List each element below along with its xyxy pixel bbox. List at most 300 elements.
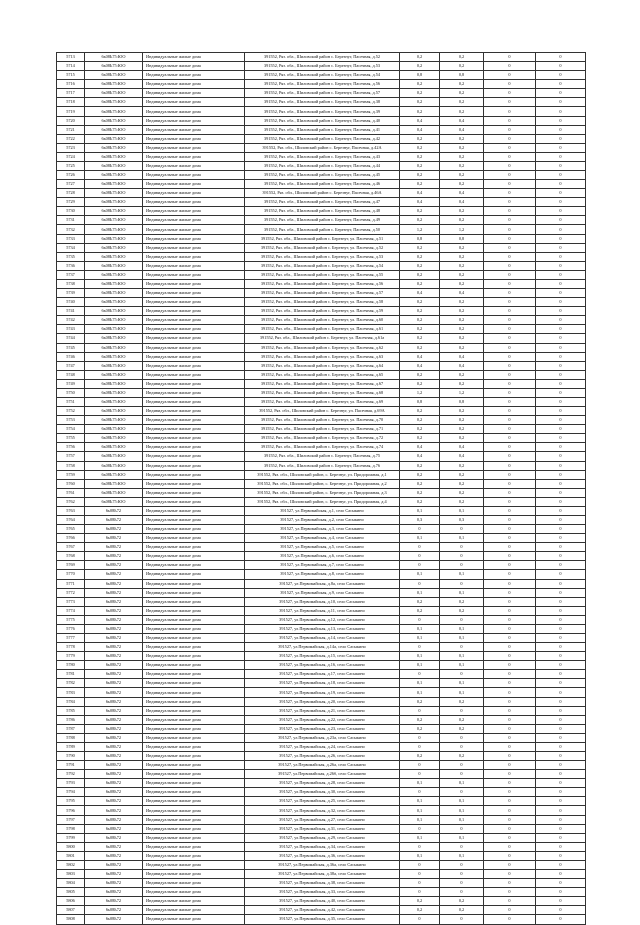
cell-value-2: 0,4 — [440, 452, 484, 461]
cell-address: 391552, Ряз. обл., Шиловский район с. Березнуг, Пасечная, д.43 — [245, 152, 400, 161]
cell-row-number: 5754 — [57, 425, 85, 434]
cell-address: 391552, Ряз. обл., Шиловский район с. Березнуг, ул. Пасечная, д.61 — [245, 325, 400, 334]
cell-cadastral-code: 6ь08Ь75:ЮО — [85, 352, 143, 361]
cell-cadastral-code: 6ь08Ь72 — [85, 606, 143, 615]
cell-address: 391552, Ряз. обл., Шиловский район с. Березнуг, ул. Пасечная, д.69 — [245, 397, 400, 406]
cell-object-type: Индивидуальные жилые дома — [143, 670, 245, 679]
table-row — [57, 198, 586, 207]
cell-address: 391527, ул.Первомайская, д.10, село Сасыкино — [245, 597, 400, 606]
cell-value-1: 0 — [400, 742, 440, 751]
cell-value-1: 0 — [400, 915, 440, 924]
table-row — [57, 906, 586, 915]
cell-value-1: 0 — [400, 761, 440, 770]
cell-address: 391527, ул.Первомайская, д.20, село Сасыкино — [245, 697, 400, 706]
cell-object-type: Индивидуальные жилые дома — [143, 597, 245, 606]
cell-value-3: 0 — [484, 788, 536, 797]
cell-address: 391552, Ряз. обл., Шиловский район с. Березнуг, ул. Пасечная, д.67 — [245, 379, 400, 388]
table-row — [57, 851, 586, 860]
cell-value-4: 0 — [536, 397, 586, 406]
cell-row-number: 5725 — [57, 161, 85, 170]
cell-value-1: 0,2 — [400, 606, 440, 615]
cell-object-type: Индивидуальные жилые дома — [143, 407, 245, 416]
cell-value-2: 0,1 — [440, 588, 484, 597]
cell-object-type: Индивидуальные жилые дома — [143, 143, 245, 152]
cell-address: 391527, ул.Первомайская, д.33, село Сасыкино — [245, 888, 400, 897]
cell-value-1: 1,2 — [400, 388, 440, 397]
cell-value-1: 0,1 — [400, 779, 440, 788]
cell-value-3: 0 — [484, 161, 536, 170]
table-row — [57, 279, 586, 288]
table-row — [57, 706, 586, 715]
cell-cadastral-code: 6ь08Ь75:ЮО — [85, 434, 143, 443]
cell-value-3: 0 — [484, 434, 536, 443]
cell-value-1: 0,1 — [400, 652, 440, 661]
cell-value-1: 0,2 — [400, 98, 440, 107]
table-row — [57, 543, 586, 552]
cell-cadastral-code: 6ь08Ь75:ЮО — [85, 62, 143, 71]
cell-object-type: Индивидуальные жилые дома — [143, 116, 245, 125]
cell-address: 391527, ул.Первомайская, д.22, село Сасыкино — [245, 715, 400, 724]
cell-value-4: 0 — [536, 906, 586, 915]
cell-object-type: Индивидуальные жилые дома — [143, 706, 245, 715]
cell-object-type: Индивидуальные жилые дома — [143, 552, 245, 561]
table-row — [57, 316, 586, 325]
cell-row-number: 5803 — [57, 870, 85, 879]
table-row — [57, 815, 586, 824]
cell-address: 391527, ул.Первомайская, д.38, село Сасыкино — [245, 879, 400, 888]
cell-address: 391527, ул.Первомайская, д.26а, село Сасыкино — [245, 761, 400, 770]
cell-cadastral-code: 6ь08Ь75:ЮО — [85, 443, 143, 452]
cell-cadastral-code: 6ь08Ь72 — [85, 670, 143, 679]
cell-cadastral-code: 6ь08Ь72 — [85, 588, 143, 597]
cell-value-1: 0 — [400, 879, 440, 888]
cell-value-4: 0 — [536, 252, 586, 261]
cell-value-3: 0 — [484, 670, 536, 679]
cell-value-2: 0,2 — [440, 243, 484, 252]
cell-value-2: 0 — [440, 842, 484, 851]
cell-value-1: 0 — [400, 552, 440, 561]
table-row — [57, 134, 586, 143]
cell-value-1: 0,2 — [400, 316, 440, 325]
cell-row-number: 5742 — [57, 316, 85, 325]
cell-address: 391527, ул.Первомайская, д.21, село Сасыкино — [245, 706, 400, 715]
cell-cadastral-code: 6ь08Ь72 — [85, 543, 143, 552]
cell-value-3: 0 — [484, 497, 536, 506]
cell-address: 391527, ул.Первомайская, д.15, село Сасыкино — [245, 652, 400, 661]
table-row — [57, 534, 586, 543]
cell-value-3: 0 — [484, 461, 536, 470]
cell-value-3: 0 — [484, 234, 536, 243]
cell-value-2: 0,4 — [440, 116, 484, 125]
cell-cadastral-code: 6ь08Ь72 — [85, 515, 143, 524]
cell-value-4: 0 — [536, 316, 586, 325]
cell-value-4: 0 — [536, 370, 586, 379]
table-row — [57, 688, 586, 697]
cell-value-1: 0,1 — [400, 624, 440, 633]
cell-value-4: 0 — [536, 497, 586, 506]
cell-address: 391552, Ряз. обл., Шиловский район с. Березнуг, ул. Пасечная, д.68 — [245, 388, 400, 397]
cell-cadastral-code: 6ь08Ь72 — [85, 652, 143, 661]
cell-value-3: 0 — [484, 851, 536, 860]
cell-value-2: 1,2 — [440, 225, 484, 234]
cell-value-1: 0,2 — [400, 243, 440, 252]
cell-value-3: 0 — [484, 416, 536, 425]
cell-value-4: 0 — [536, 116, 586, 125]
cell-value-2: 0 — [440, 860, 484, 869]
cell-object-type: Индивидуальные жилые дома — [143, 161, 245, 170]
cell-value-2: 0 — [440, 561, 484, 570]
cell-value-3: 0 — [484, 116, 536, 125]
cell-value-2: 0,4 — [440, 289, 484, 298]
table-row — [57, 89, 586, 98]
cell-value-4: 0 — [536, 879, 586, 888]
cell-address: 391527, ул.Первомайская, д.1, село Сасыкино — [245, 506, 400, 515]
cell-value-4: 0 — [536, 752, 586, 761]
cell-value-4: 0 — [536, 53, 586, 62]
cell-value-4: 0 — [536, 570, 586, 579]
cell-row-number: 5738 — [57, 279, 85, 288]
cell-value-2: 0,2 — [440, 461, 484, 470]
cell-row-number: 5769 — [57, 561, 85, 570]
cell-address: 391527, ул.Первомайская, д.5, село Сасыкино — [245, 543, 400, 552]
cell-value-1: 0,2 — [400, 252, 440, 261]
cell-value-3: 0 — [484, 742, 536, 751]
cell-cadastral-code: 6ь08Ь75:ЮО — [85, 461, 143, 470]
cell-value-3: 0 — [484, 652, 536, 661]
cell-value-4: 0 — [536, 71, 586, 80]
cell-value-4: 0 — [536, 688, 586, 697]
cell-value-4: 0 — [536, 742, 586, 751]
cell-cadastral-code: 6ь08Ь72 — [85, 624, 143, 633]
cell-value-2: 0,2 — [440, 207, 484, 216]
cell-row-number: 5735 — [57, 252, 85, 261]
cell-value-2: 0,8 — [440, 397, 484, 406]
cell-row-number: 5743 — [57, 325, 85, 334]
cell-address: 391552, Ряз. обл., Шиловский район с. Березнуг, Пасечная, д.54 — [245, 71, 400, 80]
cell-value-4: 0 — [536, 870, 586, 879]
cell-value-4: 0 — [536, 234, 586, 243]
cell-value-3: 0 — [484, 289, 536, 298]
cell-address: 391527, ул.Первомайская, д.8а, село Сасыкино — [245, 579, 400, 588]
cell-object-type: Индивидуальные жилые дома — [143, 107, 245, 116]
cell-value-4: 0 — [536, 261, 586, 270]
cell-row-number: 5768 — [57, 552, 85, 561]
cell-value-3: 0 — [484, 80, 536, 89]
cell-row-number: 5736 — [57, 261, 85, 270]
table-row — [57, 434, 586, 443]
cell-address: 391527, ул.Первомайская, д.23, село Сасыкино — [245, 724, 400, 733]
cell-value-2: 0,1 — [440, 797, 484, 806]
cell-value-1: 0 — [400, 643, 440, 652]
cell-value-3: 0 — [484, 107, 536, 116]
cell-value-2: 0,2 — [440, 298, 484, 307]
cell-object-type: Индивидуальные жилые дома — [143, 388, 245, 397]
cell-address: 391552, Ряз. обл., Шиловский район с. Березнуг, Пасечная, д.53 — [245, 62, 400, 71]
cell-row-number: 5774 — [57, 606, 85, 615]
cell-value-1: 0,2 — [400, 897, 440, 906]
cell-object-type: Индивидуальные жилые дома — [143, 870, 245, 879]
cell-value-2: 0,2 — [440, 89, 484, 98]
cell-row-number: 5773 — [57, 597, 85, 606]
cell-cadastral-code: 6ь08Ь75:ЮО — [85, 261, 143, 270]
cell-cadastral-code: 6ь08Ь75:ЮО — [85, 53, 143, 62]
cell-cadastral-code: 6ь08Ь75:ЮО — [85, 180, 143, 189]
cell-cadastral-code: 6ь08Ь75:ЮО — [85, 107, 143, 116]
table-row — [57, 171, 586, 180]
cell-value-3: 0 — [484, 897, 536, 906]
cell-value-3: 0 — [484, 715, 536, 724]
cell-value-2: 0,2 — [440, 152, 484, 161]
cell-address: 391552, Ряз. обл., Шиловский район с. Березнуг, Пасечная, д.48 — [245, 207, 400, 216]
cell-value-4: 0 — [536, 289, 586, 298]
cell-address: 391527, ул.Первомайская, д.32, село Сасыкино — [245, 806, 400, 815]
cell-address: 391527, ул.Первомайская, д.13, село Сасыкино — [245, 624, 400, 633]
cell-value-2: 0,2 — [440, 107, 484, 116]
cell-object-type: Индивидуальные жилые дома — [143, 370, 245, 379]
cell-value-1: 0,2 — [400, 161, 440, 170]
cell-address: 391527, ул.Первомайская, д.14а, село Сасыкино — [245, 643, 400, 652]
cell-value-3: 0 — [484, 89, 536, 98]
cell-value-3: 0 — [484, 425, 536, 434]
cell-value-3: 0 — [484, 152, 536, 161]
cell-row-number: 5792 — [57, 770, 85, 779]
cell-value-2: 0,3 — [440, 515, 484, 524]
cell-value-2: 0,1 — [440, 779, 484, 788]
cell-value-3: 0 — [484, 470, 536, 479]
cell-value-2: 0 — [440, 543, 484, 552]
cell-object-type: Индивидуальные жилые дома — [143, 89, 245, 98]
cell-value-2: 0,1 — [440, 570, 484, 579]
cell-value-1: 0,2 — [400, 143, 440, 152]
cell-object-type: Индивидуальные жилые дома — [143, 171, 245, 180]
cell-cadastral-code: 6ь08Ь75:ЮО — [85, 325, 143, 334]
cell-value-1: 0,2 — [400, 107, 440, 116]
cell-value-1: 0,8 — [400, 397, 440, 406]
cell-row-number: 5799 — [57, 833, 85, 842]
table-row — [57, 634, 586, 643]
cell-value-1: 0,4 — [400, 443, 440, 452]
cell-value-4: 0 — [536, 298, 586, 307]
cell-value-4: 0 — [536, 851, 586, 860]
cell-cadastral-code: 6ь08Ь75:ЮО — [85, 397, 143, 406]
cell-row-number: 5721 — [57, 125, 85, 134]
cell-value-1: 0,4 — [400, 289, 440, 298]
cell-value-3: 0 — [484, 352, 536, 361]
cell-row-number: 5751 — [57, 397, 85, 406]
cell-object-type: Индивидуальные жилые дома — [143, 279, 245, 288]
cell-row-number: 5749 — [57, 379, 85, 388]
cell-value-3: 0 — [484, 225, 536, 234]
cell-value-4: 0 — [536, 770, 586, 779]
cell-value-2: 0 — [440, 670, 484, 679]
cell-object-type: Индивидуальные жилые дома — [143, 425, 245, 434]
cell-object-type: Индивидуальные жилые дома — [143, 570, 245, 579]
cell-object-type: Индивидуальные жилые дома — [143, 325, 245, 334]
cell-object-type: Индивидуальные жилые дома — [143, 243, 245, 252]
cell-value-3: 0 — [484, 779, 536, 788]
cell-row-number: 5741 — [57, 307, 85, 316]
cell-object-type: Индивидуальные жилые дома — [143, 488, 245, 497]
cell-value-3: 0 — [484, 334, 536, 343]
cell-row-number: 5805 — [57, 888, 85, 897]
cell-address: 391527, ул.Первомайская, д.18, село Сасыкино — [245, 679, 400, 688]
cell-value-4: 0 — [536, 824, 586, 833]
cell-object-type: Индивидуальные жилые дома — [143, 661, 245, 670]
table-row — [57, 234, 586, 243]
cell-value-4: 0 — [536, 515, 586, 524]
cell-cadastral-code: 6ь08Ь72 — [85, 534, 143, 543]
cell-cadastral-code: 6ь08Ь75:ЮО — [85, 270, 143, 279]
cell-cadastral-code: 6ь08Ь75:ЮО — [85, 343, 143, 352]
cell-address: 391552, Ряз. обл., Шиловский район с. Березнуг, ул. Пасечная, д.72 — [245, 434, 400, 443]
cell-value-1: 0,2 — [400, 470, 440, 479]
cell-value-2: 0,2 — [440, 53, 484, 62]
cell-row-number: 5762 — [57, 497, 85, 506]
cell-row-number: 5771 — [57, 579, 85, 588]
cell-address: 391527, ул.Первомайская, д.36а, село Сасыкино — [245, 860, 400, 869]
cell-cadastral-code: 6ь08Ь75:ЮО — [85, 488, 143, 497]
cell-row-number: 5734 — [57, 243, 85, 252]
cell-value-3: 0 — [484, 761, 536, 770]
cell-object-type: Индивидуальные жилые дома — [143, 152, 245, 161]
cell-row-number: 5776 — [57, 624, 85, 633]
cell-cadastral-code: 6ь08Ь75:ЮО — [85, 143, 143, 152]
table-row — [57, 570, 586, 579]
table-row — [57, 797, 586, 806]
cell-cadastral-code: 6ь08Ь72 — [85, 888, 143, 897]
cell-value-2: 0 — [440, 788, 484, 797]
cell-value-2: 0 — [440, 552, 484, 561]
cell-value-1: 0,1 — [400, 570, 440, 579]
cell-value-2: 0,1 — [440, 534, 484, 543]
cell-value-1: 0,1 — [400, 661, 440, 670]
cell-address: 391552, Ряз. обл., Шиловский район с. Березнуг, Пасечная, д.39 — [245, 107, 400, 116]
cell-value-1: 0,3 — [400, 515, 440, 524]
cell-cadastral-code: 6ь08Ь72 — [85, 661, 143, 670]
cell-cadastral-code: 6ь08Ь75:ЮО — [85, 289, 143, 298]
cell-value-2: 0,2 — [440, 370, 484, 379]
cell-cadastral-code: 6ь08Ь72 — [85, 815, 143, 824]
cell-address: 391527, ул.Первомайская, д.19, село Сасыкино — [245, 688, 400, 697]
cell-value-3: 0 — [484, 679, 536, 688]
cell-value-4: 0 — [536, 615, 586, 624]
cell-value-2: 0,2 — [440, 379, 484, 388]
cell-cadastral-code: 6ь08Ь72 — [85, 643, 143, 652]
cell-value-4: 0 — [536, 788, 586, 797]
cell-value-4: 0 — [536, 842, 586, 851]
cell-row-number: 5782 — [57, 679, 85, 688]
table-row — [57, 243, 586, 252]
cell-value-4: 0 — [536, 461, 586, 470]
cell-value-2: 0,1 — [440, 851, 484, 860]
cell-value-4: 0 — [536, 761, 586, 770]
cell-object-type: Индивидуальные жилые дома — [143, 815, 245, 824]
cell-row-number: 5793 — [57, 779, 85, 788]
cell-value-4: 0 — [536, 643, 586, 652]
cell-row-number: 5744 — [57, 334, 85, 343]
cell-value-1: 0,2 — [400, 152, 440, 161]
cell-address: 391527, ул.Первомайская, д.16, село Сасыкино — [245, 661, 400, 670]
cell-value-1: 0,2 — [400, 171, 440, 180]
cell-row-number: 5777 — [57, 634, 85, 643]
table-row — [57, 525, 586, 534]
cell-row-number: 5753 — [57, 416, 85, 425]
cell-cadastral-code: 6ь08Ь72 — [85, 761, 143, 770]
cell-value-1: 0,2 — [400, 343, 440, 352]
cell-value-4: 0 — [536, 733, 586, 742]
cell-cadastral-code: 6ь08Ь75:ЮО — [85, 334, 143, 343]
cell-value-3: 0 — [484, 552, 536, 561]
cell-cadastral-code: 6ь08Ь75:ЮО — [85, 425, 143, 434]
cell-value-1: 0,2 — [400, 407, 440, 416]
cell-value-4: 0 — [536, 579, 586, 588]
cell-value-3: 0 — [484, 298, 536, 307]
cell-value-3: 0 — [484, 597, 536, 606]
cell-row-number: 5716 — [57, 80, 85, 89]
cell-value-3: 0 — [484, 615, 536, 624]
cell-value-1: 0,2 — [400, 434, 440, 443]
cell-value-1: 0,2 — [400, 488, 440, 497]
table-row — [57, 361, 586, 370]
cell-cadastral-code: 6ь08Ь72 — [85, 506, 143, 515]
cell-object-type: Индивидуальные жилые дома — [143, 643, 245, 652]
cell-value-3: 0 — [484, 216, 536, 225]
cell-value-2: 0,1 — [440, 815, 484, 824]
table-row — [57, 915, 586, 924]
cell-value-4: 0 — [536, 634, 586, 643]
cell-value-3: 0 — [484, 207, 536, 216]
cell-row-number: 5747 — [57, 361, 85, 370]
cell-row-number: 5760 — [57, 479, 85, 488]
cell-value-2: 0 — [440, 888, 484, 897]
cell-value-1: 0 — [400, 561, 440, 570]
table-row — [57, 388, 586, 397]
cell-row-number: 5737 — [57, 270, 85, 279]
cell-cadastral-code: 6ь08Ь75:ЮО — [85, 207, 143, 216]
cell-value-1: 0,2 — [400, 134, 440, 143]
cell-object-type: Индивидуальные жилые дома — [143, 579, 245, 588]
table-row — [57, 53, 586, 62]
table-row — [57, 180, 586, 189]
cell-value-2: 0,2 — [440, 425, 484, 434]
cell-object-type: Индивидуальные жилые дома — [143, 742, 245, 751]
cell-row-number: 5739 — [57, 289, 85, 298]
cell-object-type: Индивидуальные жилые дома — [143, 352, 245, 361]
cell-row-number: 5800 — [57, 842, 85, 851]
cell-value-1: 0 — [400, 770, 440, 779]
cell-value-4: 0 — [536, 833, 586, 842]
cell-value-4: 0 — [536, 143, 586, 152]
cell-row-number: 5719 — [57, 107, 85, 116]
cell-row-number: 5763 — [57, 506, 85, 515]
table-row — [57, 497, 586, 506]
cell-object-type: Индивидуальные жилые дома — [143, 334, 245, 343]
cell-value-3: 0 — [484, 53, 536, 62]
cell-cadastral-code: 6ь08Ь72 — [85, 870, 143, 879]
cell-row-number: 5764 — [57, 515, 85, 524]
table-row — [57, 143, 586, 152]
cell-value-2: 0,2 — [440, 80, 484, 89]
cell-value-4: 0 — [536, 180, 586, 189]
cell-value-3: 0 — [484, 661, 536, 670]
cell-cadastral-code: 6ь08Ь72 — [85, 697, 143, 706]
table-row — [57, 125, 586, 134]
cell-value-3: 0 — [484, 180, 536, 189]
cell-value-2: 0,1 — [440, 634, 484, 643]
cell-value-4: 0 — [536, 107, 586, 116]
cell-value-1: 0,1 — [400, 797, 440, 806]
cell-cadastral-code: 6ь08Ь72 — [85, 615, 143, 624]
